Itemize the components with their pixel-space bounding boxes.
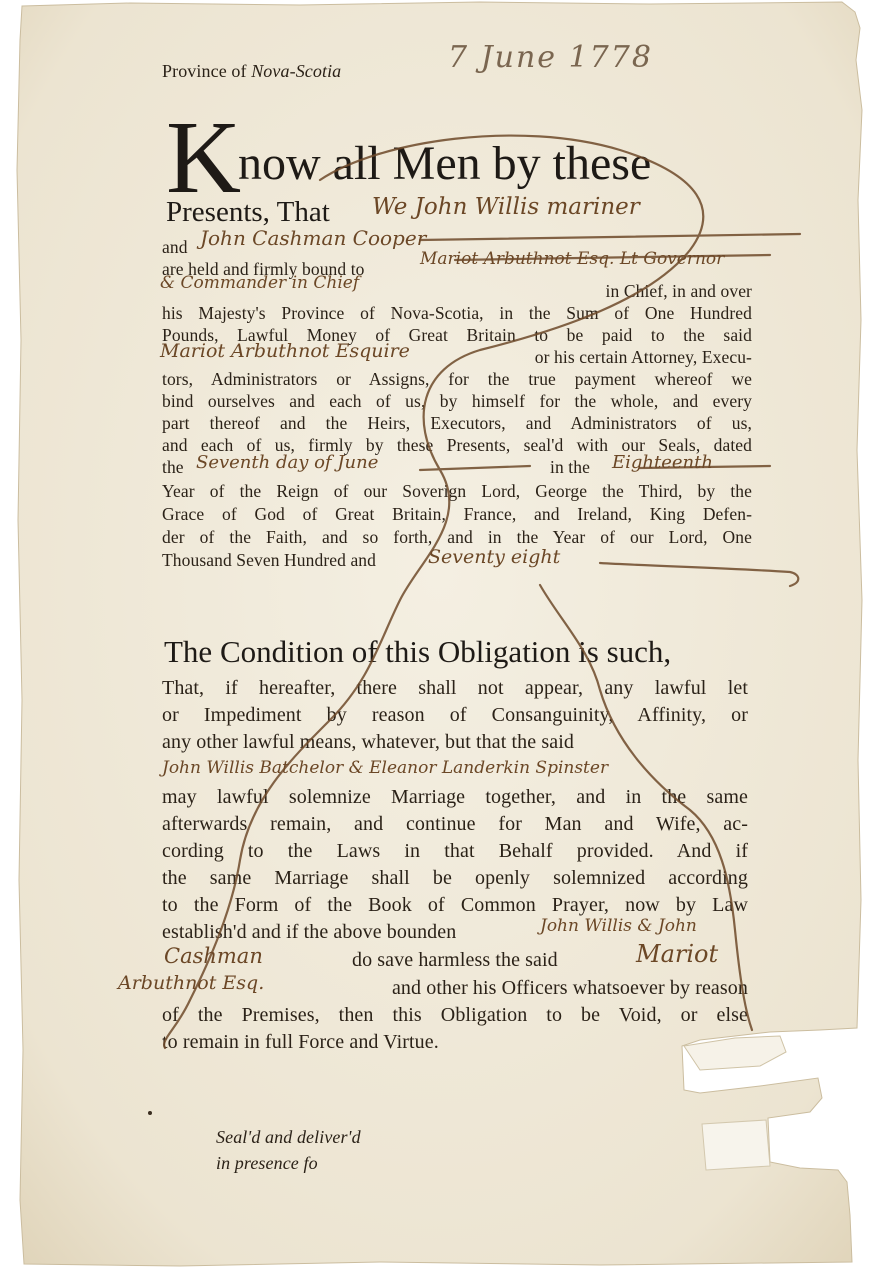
condition-line: cording to the Laws in that Behalf provided. And if — [162, 840, 748, 862]
sealed-line-1: Seal'd and deliver'd — [216, 1127, 361, 1147]
handwritten-second-obligor: John Cashman Cooper — [200, 226, 427, 250]
handwritten-bounden-2: Cashman — [164, 944, 263, 968]
bond-line: bind ourselves and each of us, by himself for the whole, and every — [162, 391, 752, 411]
handwritten-day: Seventh day of June — [196, 452, 379, 473]
condition-line: to the Form of the Book of Common Prayer, now by Law — [162, 894, 748, 916]
bond-line: in the — [550, 457, 590, 477]
condition-line: That, if hereafter, there shall not appear, any lawful let — [162, 677, 748, 699]
bond-line: in Chief, in and over — [605, 281, 752, 301]
title-line-2: Presents, That — [166, 196, 330, 228]
bond-line: are held and firmly bound to — [162, 259, 365, 279]
bond-line: der of the Faith, and so forth, and in the Year of our Lord, One — [162, 527, 752, 547]
handwritten-office: & Commander in Chief — [160, 273, 360, 293]
bond-line: tors, Administrators or Assigns, for the true payment whereof we — [162, 369, 752, 389]
sealed-line-2: in presence fo — [216, 1153, 318, 1173]
bond-line: or his certain Attorney, Execu- — [534, 347, 752, 367]
province-label: Province of — [162, 61, 247, 81]
bond-line: Grace of God of Great Britain, France, and Ireland, King Defen- — [162, 504, 752, 524]
condition-line: establish'd and if the above bounden — [162, 921, 457, 943]
handwritten-groom-bride: John Willis Batchelor & Eleanor Landerkin Spinster — [162, 758, 609, 778]
condition-line: and other his Officers whatsoever by reason — [391, 977, 748, 999]
handwritten-officer-2: Arbuthnot Esq. — [118, 972, 265, 994]
title-line-1: now all Men by these — [238, 137, 652, 190]
handwritten-officer: Mariot — [636, 940, 719, 968]
condition-line: of the Premises, then this Obligation to be Void, or else — [162, 1004, 748, 1026]
handwritten-regnal-year: Eighteenth — [612, 452, 713, 473]
condition-line: the same Marriage shall be openly solemnized according — [162, 867, 748, 889]
handwritten-obligors: We John Willis mariner — [372, 194, 640, 220]
drop-cap: K — [166, 100, 242, 215]
ink-dot — [148, 1111, 152, 1115]
condition-line: may lawful solemnize Marriage together, and in the same — [162, 786, 748, 808]
bond-line: and — [162, 237, 188, 257]
bond-line: Pounds, Lawful Money of Great Britain to be paid to the said — [162, 325, 752, 345]
condition-line: afterwards remain, and continue for Man and Wife, ac- — [162, 813, 748, 835]
bond-line: the — [162, 457, 184, 477]
bond-line: his Majesty's Province of Nova-Scotia, in the Sum of One Hundred — [162, 303, 752, 323]
condition-line: any other lawful means, whatever, but that the said — [162, 731, 574, 753]
bond-line: and each of us, firmly by these Presents, seal'd with our Seals, dated — [162, 435, 752, 455]
condition-heading: The Condition of this Obligation is such, — [164, 634, 672, 669]
bond-line: part thereof and the Heirs, Executors, and Administrators of us, — [162, 413, 752, 433]
condition-line: do save harmless the said — [352, 949, 558, 971]
province-name: Nova-Scotia — [251, 61, 342, 81]
condition-line: or Impediment by reason of Consanguinity, Affinity, or — [162, 704, 748, 726]
bond-line: Year of the Reign of our Soverign Lord, George the Third, by the — [162, 481, 752, 501]
handwritten-obligee: Mariot Arbuthnot Esq. Lt Governor — [420, 249, 725, 269]
handwritten-bounden: John Willis & John — [540, 916, 697, 936]
bond-line: Thousand Seven Hundred and — [162, 550, 377, 570]
condition-line: to remain in full Force and Virtue. — [162, 1031, 439, 1053]
handwritten-year: Seventy eight — [428, 546, 561, 568]
date-note: 7 June 1778 — [448, 40, 653, 75]
handwritten-obligee-repeat: Mariot Arbuthnot Esquire — [160, 340, 410, 362]
